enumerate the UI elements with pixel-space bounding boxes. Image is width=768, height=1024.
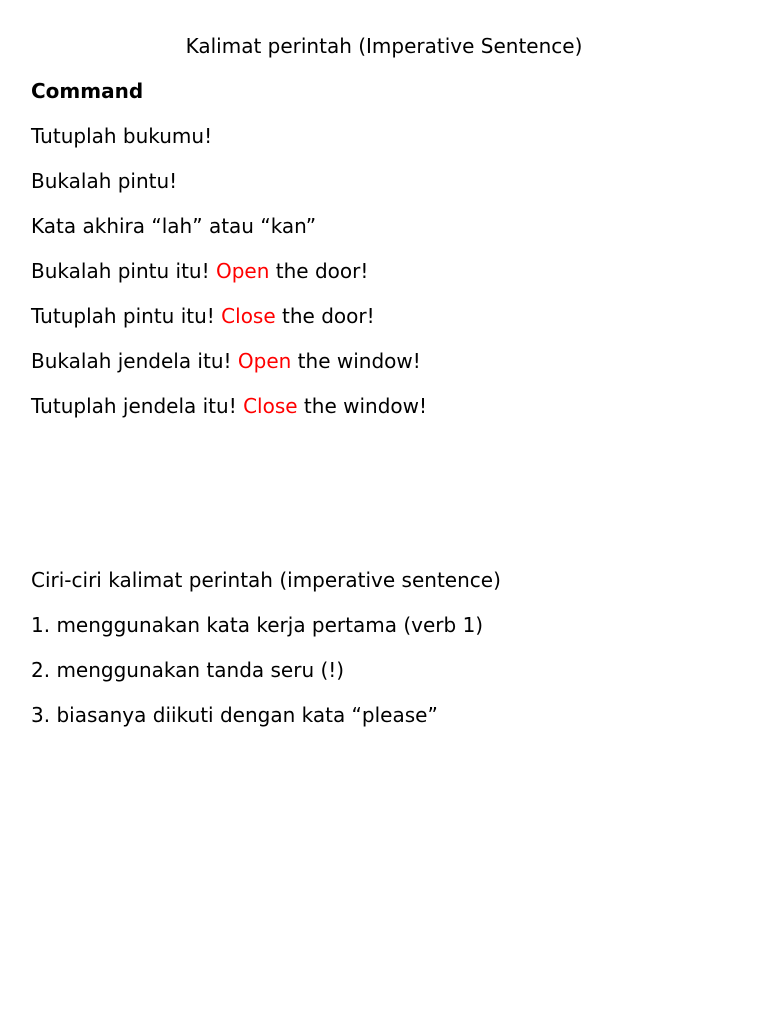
document-title: Kalimat perintah (Imperative Sentence) xyxy=(185,34,583,58)
text-line: Bukalah pintu! xyxy=(31,169,178,193)
example-verb: Close xyxy=(243,394,298,418)
feature-item: 1. menggunakan kata kerja pertama (verb 1) xyxy=(31,613,484,637)
text-line: Tutuplah bukumu! xyxy=(31,124,213,148)
example-line xyxy=(31,393,427,419)
example-verb: Close xyxy=(221,304,276,328)
example-indonesian: Bukalah pintu itu! xyxy=(31,259,210,283)
example-rest: the window! xyxy=(303,394,427,418)
features-heading: Ciri-ciri kalimat perintah (imperative sentence) xyxy=(31,568,501,592)
text-line: Kata akhira “lah” atau “kan” xyxy=(31,214,317,238)
example-rest: the door! xyxy=(275,259,369,283)
example-rest: the door! xyxy=(282,304,375,328)
example-indonesian: Tutuplah jendela itu! xyxy=(31,394,237,418)
section-heading-command: Command xyxy=(31,79,144,103)
feature-item: 3. biasanya diikuti dengan kata “please” xyxy=(31,703,438,727)
example-verb: Open xyxy=(237,349,292,373)
feature-item: 2. menggunakan tanda seru (!) xyxy=(31,658,345,682)
example-indonesian: Bukalah jendela itu! xyxy=(31,349,232,373)
example-line xyxy=(31,303,375,329)
example-rest: the window! xyxy=(297,349,421,373)
example-indonesian: Tutuplah pintu itu! xyxy=(31,304,215,328)
example-verb: Open xyxy=(215,259,270,283)
example-line xyxy=(31,258,368,284)
example-line xyxy=(31,348,421,374)
